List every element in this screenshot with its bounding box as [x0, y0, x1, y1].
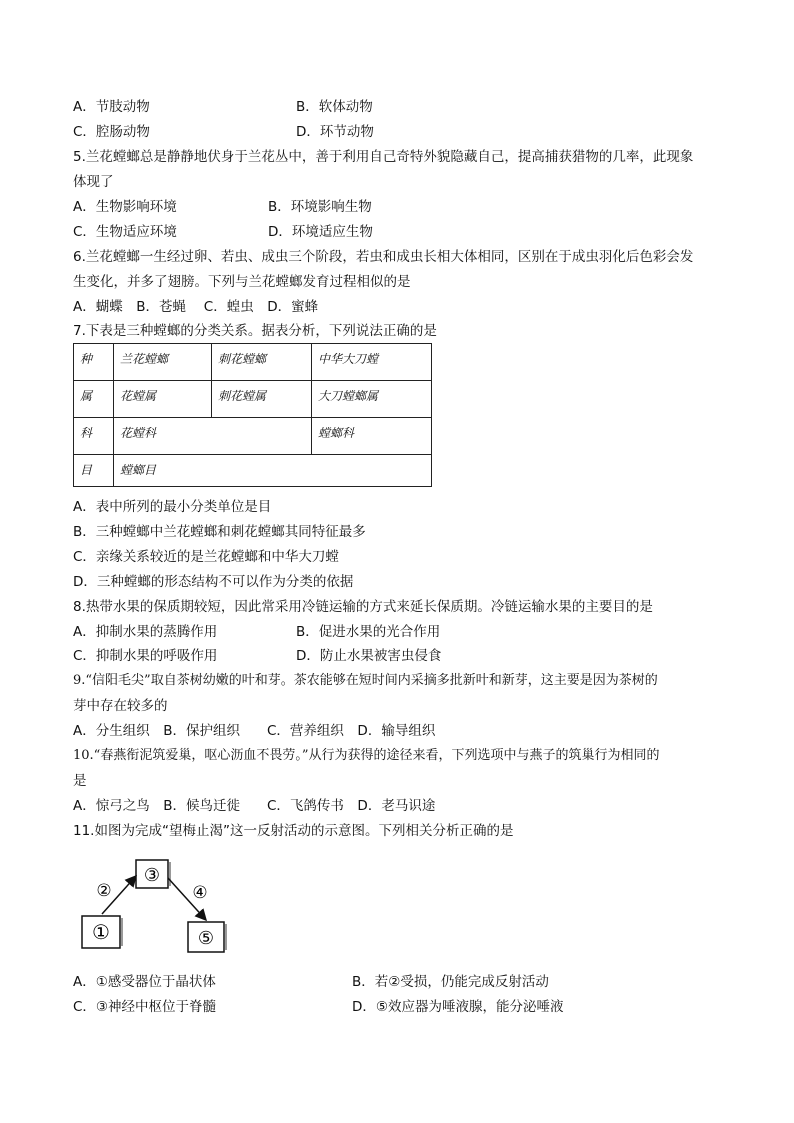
table-cell: 刺花螳螂 [212, 344, 312, 381]
q11-option-a: A．①感受器位于晶状体 [73, 974, 216, 990]
table-cell: 属 [74, 381, 114, 418]
table-cell: 中华大刀螳 [312, 344, 432, 381]
arrow-4-label: ④ [192, 883, 208, 903]
q6-stem-line2: 生变化，并多了翅膀。下列与兰花螳螂发育过程相似的是 [73, 274, 411, 290]
table-cell: 刺花螳属 [212, 381, 312, 418]
classification-table [73, 343, 432, 487]
q11-option-b: B．若②受损，仍能完成反射活动 [352, 974, 549, 990]
table-cell: 种 [74, 344, 114, 381]
q8-option-a: A．抑制水果的蒸腾作用 [73, 624, 218, 640]
table-row-family [74, 418, 432, 455]
box-5-label: ⑤ [197, 928, 215, 949]
q10-options: A．惊弓之鸟 B．候鸟迁徙 C．飞鸽传书 D．老马识途 [73, 798, 436, 814]
q6-stem-line1: 6.兰花螳螂一生经过卵、若虫、成虫三个阶段，若虫和成虫长相大体相同，区别在于成虫羽化后色彩会发 [73, 249, 694, 265]
q8-option-c: C．抑制水果的呼吸作用 [73, 648, 218, 664]
q9-stem-line2: 芽中存在较多的 [73, 698, 168, 714]
q5-stem-line1: 5.兰花螳螂总是静静地伏身于兰花丛中，善于利用自己奇特外貌隐藏自己，提高捕获猎物的几率，此现象 [73, 149, 694, 165]
table-cell: 花螳属 [114, 381, 212, 418]
q6-options: A．蝴蝶 B．苍蝇 C．蝗虫 D．蜜蜂 [73, 299, 319, 315]
q5-option-c: C．生物适应环境 [73, 224, 177, 240]
table-row-genus [74, 381, 432, 418]
table-row-order [74, 455, 432, 487]
q11-option-c: C．③神经中枢位于脊髓 [73, 999, 217, 1015]
q5-option-b: B．环境影响生物 [268, 199, 372, 215]
q7-option-d: D．三种螳螂的形态结构不可以作为分类的依据 [73, 574, 354, 590]
q11-stem: 11.如图为完成“望梅止渴”这一反射活动的示意图。下列相关分析正确的是 [73, 823, 514, 839]
table-cell: 花螳科 [114, 418, 312, 455]
box-3-label: ③ [143, 865, 161, 886]
table-cell: 大刀螳螂属 [312, 381, 432, 418]
q7-option-c: C．亲缘关系较近的是兰花螳螂和中华大刀螳 [73, 549, 339, 565]
q10-stem-line1: 10.“春燕衔泥筑爱巢，呕心沥血不畏劳。”从行为获得的途径来看，下列选项中与燕子的筑巢行为相同的 [73, 748, 660, 763]
q7-option-b: B．三种螳螂中兰花螳螂和刺花螳螂其同特征最多 [73, 524, 366, 540]
box-1-label: ① [92, 920, 110, 944]
q4-option-b: B．软体动物 [296, 99, 373, 115]
q9-stem-line1: 9.“信阳毛尖”取自茶树幼嫩的叶和芽。茶农能够在短时间内采摘多批新叶和新芽，这主要是因为茶树的 [73, 673, 658, 688]
q5-option-d: D．环境适应生物 [268, 224, 373, 240]
table-cell: 螳螂目 [114, 455, 432, 487]
table-cell: 螳螂科 [312, 418, 432, 455]
q7-stem: 7.下表是三种螳螂的分类关系。据表分析，下列说法正确的是 [73, 323, 437, 339]
q8-stem: 8.热带水果的保质期较短，因此常采用冷链运输的方式来延长保质期。冷链运输水果的主要目的是 [73, 599, 653, 615]
q11-option-d: D．⑤效应器为唾液腺，能分泌唾液 [352, 999, 564, 1015]
q10-stem-line2: 是 [73, 773, 87, 789]
q9-options: A．分生组织 B．保护组织 C．营养组织 D．输导组织 [73, 723, 436, 739]
q8-option-d: D．防止水果被害虫侵食 [296, 648, 442, 664]
arrow-2-label: ② [96, 881, 112, 901]
q8-option-b: B．促进水果的光合作用 [296, 624, 441, 640]
q4-option-a: A．节肢动物 [73, 99, 150, 115]
q5-stem-line2: 体现了 [73, 174, 114, 190]
table-cell: 目 [74, 455, 114, 487]
reflex-arc-diagram [76, 856, 246, 960]
table-cell: 兰花螳螂 [114, 344, 212, 381]
table-cell: 科 [74, 418, 114, 455]
q4-option-d: D．环节动物 [296, 124, 374, 140]
q5-option-a: A．生物影响环境 [73, 199, 177, 215]
q7-option-a: A．表中所列的最小分类单位是目 [73, 499, 272, 515]
table-row-species [74, 344, 432, 381]
q4-option-c: C．腔肠动物 [73, 124, 150, 140]
